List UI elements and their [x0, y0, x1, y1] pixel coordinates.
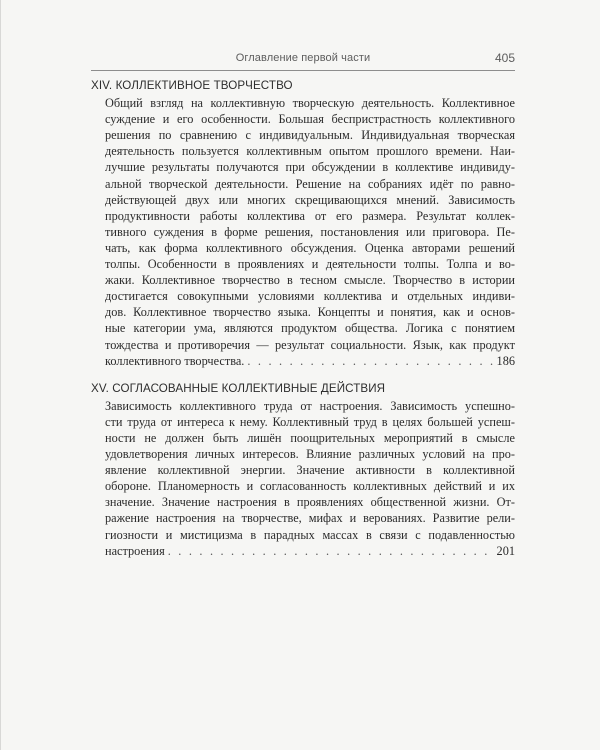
running-title: Оглавление первой части: [235, 52, 371, 64]
page-number: 405: [494, 51, 515, 65]
summary-line: ражение настроения на творчестве, мифах и верованиях. Развитие рели-: [105, 511, 515, 526]
dot-leader: [247, 353, 493, 369]
chapter-heading: XV. СОГЛАСОВАННЫЕ КОЛЛЕКТИВНЫЕ ДЕЙСТВИЯ: [91, 381, 386, 395]
table-of-contents: [91, 78, 515, 571]
summary-line: решения по сравнению с индивидуальным. Индивидуальная творческая: [105, 128, 515, 143]
summary-last-line: [105, 543, 515, 559]
summary-line: ности не должен быть лишён поощрительных мероприятий в смысле: [105, 430, 515, 445]
chapter-heading: XIV. КОЛЛЕКТИВНОЕ ТВОРЧЕСТВО: [91, 79, 293, 92]
summary-last-line: [105, 353, 515, 369]
summary-line: действующей двух или многих скрещивающихся мнений. Зависимость: [105, 192, 515, 207]
summary-line: обороне. Планомерность и согласованность коллективных действий и их: [105, 479, 515, 494]
chapter-summary: [91, 398, 515, 559]
summary-line: явление коллективной энергии. Значение активности в коллективной: [105, 463, 515, 478]
summary-line: продуктивности работы коллектива от его размера. Результат коллек-: [105, 208, 515, 223]
summary-line: гиозности и мистицизма в парадных массах в связи с подавленностью: [105, 527, 515, 542]
toc-entry-chapter-15: [91, 381, 515, 559]
summary-line: ные категории ума, являются продуктом общества. Логика с понятием: [105, 321, 515, 336]
summary-line: значение. Значение настроения в проявлениях общественной жизни. От-: [105, 495, 515, 510]
summary-line: дов. Коллективное творчество языка. Концепты и понятия, как и основ-: [105, 305, 515, 320]
chapter-summary: [91, 95, 515, 369]
summary-line-end: коллективного творчества.: [105, 353, 245, 368]
summary-line: альной творческой деятельности. Решение на собраниях идёт по равно-: [105, 176, 515, 191]
summary-line: достигается совокупными условиями коллектива и отдельных индиви-: [105, 289, 515, 304]
summary-line: Общий взгляд на коллективную творческую деятельность. Коллективное: [105, 96, 515, 111]
dot-leader: [168, 543, 494, 559]
summary-line-end: настроения: [105, 543, 165, 558]
summary-line: сти труда от интереса к нему. Коллективный труд в целях большей успеш-: [105, 414, 515, 429]
chapter-page-number: 186: [496, 353, 515, 368]
running-head: [91, 42, 515, 71]
summary-line: лучшие результаты получаются при обсуждении в коллективе индивиду-: [105, 160, 515, 175]
summary-line: тивного суждения в форме решения, постановления или приговора. Пе-: [105, 224, 515, 239]
summary-line: тождества и противоречия — результат социальности. Язык, как продукт: [105, 337, 515, 352]
summary-line: деятельность пользуется коллективным опытом прошлого времени. Наи-: [105, 144, 515, 159]
summary-line: чать, как форма коллективного обсуждения. Оценка авторами решений: [105, 240, 515, 255]
chapter-page-number: 201: [496, 543, 515, 558]
summary-line: жаки. Коллективное творчество в тесном смысле. Творчество в истории: [105, 273, 515, 288]
summary-line: толпы. Особенности в проявлениях и деятельности толпы. Толпа и во-: [105, 257, 515, 272]
summary-line: Зависимость коллективного труда от настроения. Зависимость успешно-: [105, 398, 515, 413]
summary-line: удовлетворения личных интересов. Влияние различных условий на про-: [105, 447, 515, 462]
toc-entry-chapter-14: [91, 78, 515, 369]
summary-line: суждение и его особенности. Большая беспристрастность коллективного: [105, 112, 515, 127]
